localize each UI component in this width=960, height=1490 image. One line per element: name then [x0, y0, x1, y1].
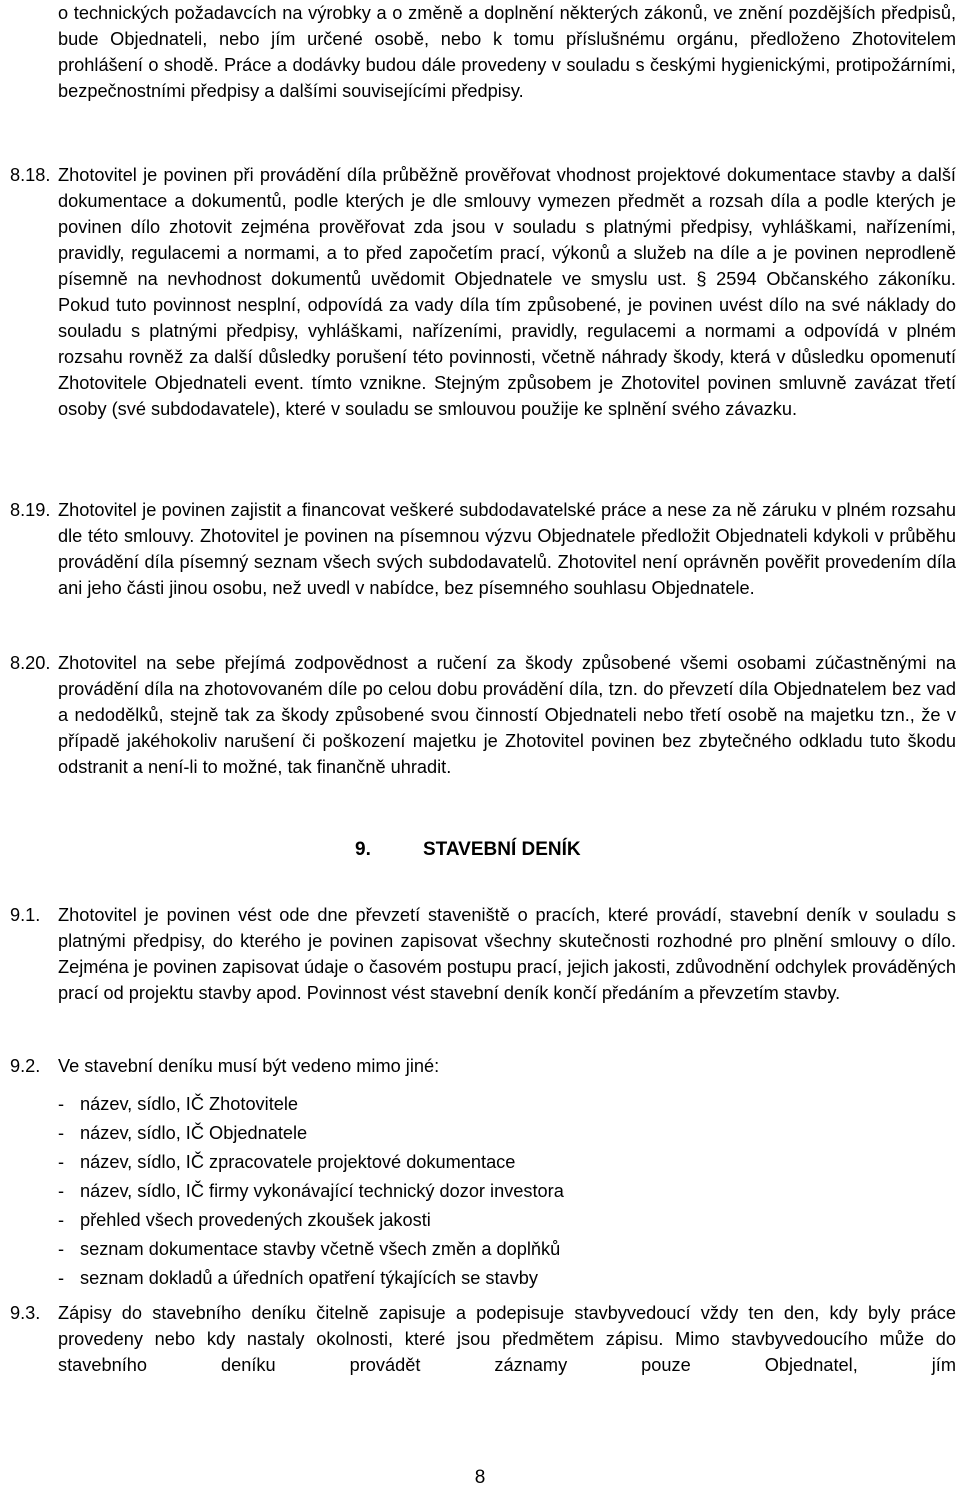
clause-text-9-1: Zhotovitel je povinen vést ode dne převzetí staveniště o pracích, které provádí, stavební deník v souladu s platnými předpisy, do kterého je povinen zapisovat všechny skutečnosti rozhodné pro plnění smlouvy o dílo. Zejména je povinen zapisovat údaje o časovém postupu prací, jejich jakosti, zdůvodnění odchylek prováděných prací od projektu stavby apod. Povinnost vést stavební deník končí předáním a převzetím stavby. — [58, 905, 956, 1003]
list-item: - název, sídlo, IČ Zhotovitele — [58, 1094, 299, 1114]
list-item: - název, sídlo, IČ zpracovatele projektové dokumentace — [58, 1152, 516, 1172]
list-item: - přehled všech provedených zkoušek jakosti — [58, 1210, 431, 1230]
list-item: - název, sídlo, IČ Objednatele — [58, 1123, 308, 1143]
clause-number-8-18: 8.18. — [10, 165, 51, 185]
clause-text-9-3: Zápisy do stavebního deníku čitelně zapisuje a podepisuje stavbyvedoucí vždy ten den, kdy byly práce provedeny nebo kdy nastaly okolnosti, které jsou předmětem zápisu. Mimo stavbyvedoucího může do stavebního deníku provádět záznamy pouze Objednatel, jím — [58, 1303, 956, 1375]
list-item: - seznam dokladů a úředních opatření týkajících se stavby — [58, 1268, 538, 1288]
page-number: 8 — [474, 1467, 486, 1488]
clause-number-8-19: 8.19. — [10, 500, 51, 520]
clause-number-9-1: 9.1. — [10, 905, 41, 925]
list-item: - název, sídlo, IČ firmy vykonávající technický dozor investora — [58, 1181, 564, 1201]
intro-paragraph: o technických požadavcích na výrobky a o změně a doplnění některých zákonů, ve znění pozdějších předpisů, bude Objednateli, nebo jím určené osobě, nebo k tomu příslušnému orgánu, předloženo Zhotovitelem prohlášení o shodě. Práce a dodávky budou dále provedeny v souladu s českými hygienickými, protipožárními, bezpečnostními předpisy a dalšími souvisejícími předpisy. — [58, 3, 956, 101]
section-heading — [355, 836, 581, 864]
list-item: - seznam dokumentace stavby včetně všech změn a doplňků — [58, 1239, 561, 1259]
diary-contents-list — [58, 1090, 564, 1293]
section-title: STAVEBNÍ DENÍK — [423, 839, 581, 860]
clause-number-9-2: 9.2. — [10, 1056, 41, 1076]
clause-text-8-20: Zhotovitel na sebe přejímá zodpovědnost a ručení za škody způsobené všemi osobami zúčastněnými na provádění díla na zhotovovaném díle po celou dobu provádění díla, tzn. do převzetí díla Objednatelem bez vad a nedodělků, stejně tak za škody způsobené svou činností Objednateli nebo třetí osobě na majetku tzn., že v případě jakéhokoliv narušení či poškození majetku je Zhotovitel povinen bez zbytečného odkladu tuto škodu odstranit a není-li to možné, tak finančně uhradit. — [58, 653, 956, 777]
clause-text-8-19: Zhotovitel je povinen zajistit a financovat veškeré subdodavatelské práce a nese za ně záruku v plném rozsahu dle této smlouvy. Zhotovitel je povinen na písemnou výzvu Objednatele předložit Objednateli kdykoli v průběhu provádění díla písemný seznam všech svých subdodavatelů. Zhotovitel není oprávněn pověřit provedením díla ani jeho části jinou osobu, než uvedl v nabídce, bez písemného souhlasu Objednatele. — [58, 500, 956, 598]
clause-text-8-18: Zhotovitel je povinen při provádění díla průběžně prověřovat vhodnost projektové dokumentace stavby a další dokumentace a dokumentů, podle kterých je dle smlouvy vymezen předmět a rozsah díla a podle kterých je povinen dílo zhotovit zejména prověřovat zda jsou v souladu s platnými předpisy, vyhláškami, nařízeními, pravidly, regulacemi a normami, a to před započetím prací, výkonů a služeb na díle a je povinen neprodleně písemně na nevhodnost dokumentů uvědomit Objednatele ve smyslu ust. § 2594 Občanského zákoníku. Pokud tuto povinnost nesplní, odpovídá za vady díla tím způsobené, je povinen uvést dílo na své náklady do souladu s platnými předpisy, vyhláškami, nařízeními, pravidly, regulacemi a normami a odpovídá v plném rozsahu rovněž za další důsledky porušení této povinnosti, včetně náhrady škody, která v důsledku opomenutí Zhotovitele Objednateli event. tímto vznikne. Stejným způsobem je Zhotovitel povinen smluvně zavázat třetí osoby (své subdodavatele), které v souladu se smlouvou použije ke splnění svého závazku. — [58, 165, 956, 419]
clause-number-9-3: 9.3. — [10, 1303, 41, 1323]
clause-text-9-2: Ve stavební deníku musí být vedeno mimo jiné: — [58, 1056, 440, 1076]
section-number: 9. — [355, 839, 371, 860]
clause-number-8-20: 8.20. — [10, 653, 51, 673]
